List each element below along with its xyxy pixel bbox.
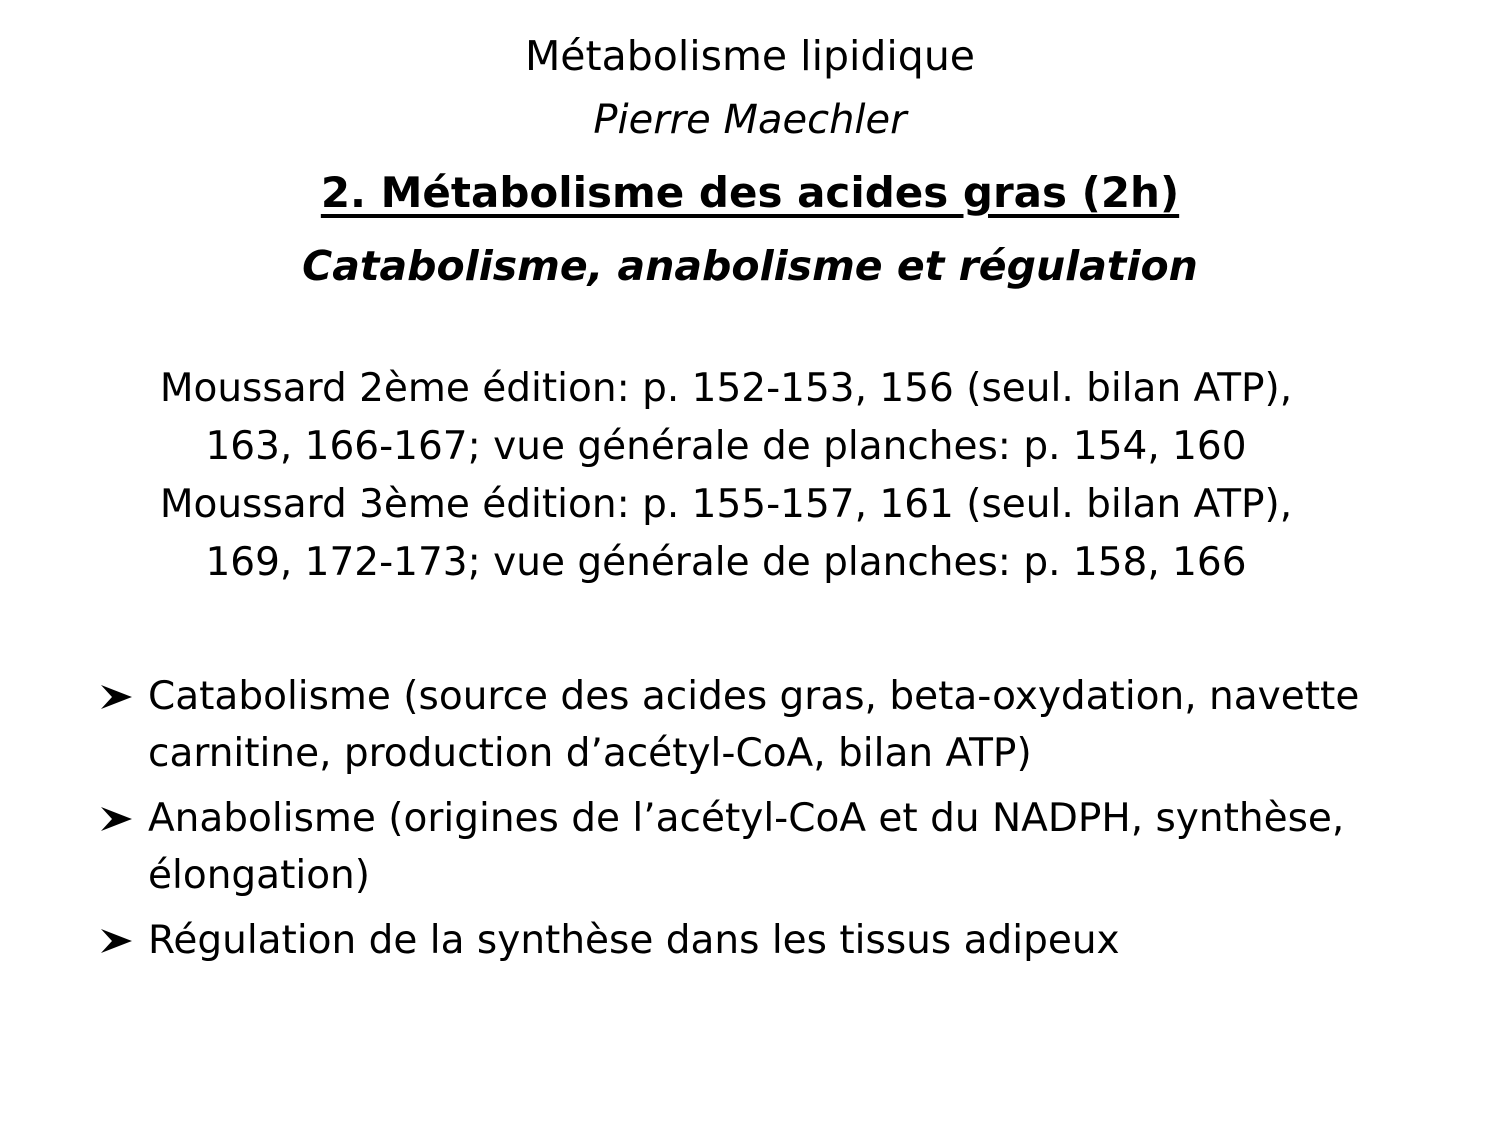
topic-bullet-list [86,668,1376,977]
arrowhead-bullet-icon [86,668,148,710]
list-item [86,790,1376,904]
reference-entry [86,360,1366,475]
arrowhead-bullet-icon [86,790,148,832]
section-heading: 2. Métabolisme des acides gras (2h) [320,168,1180,217]
list-item-label: Anabolisme (origines de l’acétyl-CoA et du NADPH, synthèse, élongation) [148,796,1345,898]
list-item-label: Régulation de la synthèse dans les tissus adipeux [148,918,1120,963]
page-title: Métabolisme lipidique [524,32,976,80]
list-item-label: Catabolisme (source des acides gras, beta-oxydation, navette carnitine, production d’acétyl-CoA, bilan ATP) [148,674,1360,776]
reference-line-continuation: 169, 172-173; vue générale de planches: p. 158, 166 [205,539,1247,585]
reference-list [86,360,1366,592]
reference-line-primary: Moussard 3ème édition: p. 155-157, 161 (seul. bilan ATP), [159,482,1293,527]
arrowhead-bullet-icon [86,912,148,954]
list-item [86,912,1376,969]
reference-line-primary: Moussard 2ème édition: p. 152-153, 156 (seul. bilan ATP), [159,366,1293,411]
list-item [86,668,1376,782]
heading-block [0,28,1500,302]
reference-line-continuation: 163, 166-167; vue générale de planches: p. 154, 160 [205,423,1247,469]
section-subheading: Catabolisme, anabolisme et régulation [302,242,1198,290]
reference-entry [86,476,1366,591]
author-name: Pierre Maechler [593,97,907,143]
